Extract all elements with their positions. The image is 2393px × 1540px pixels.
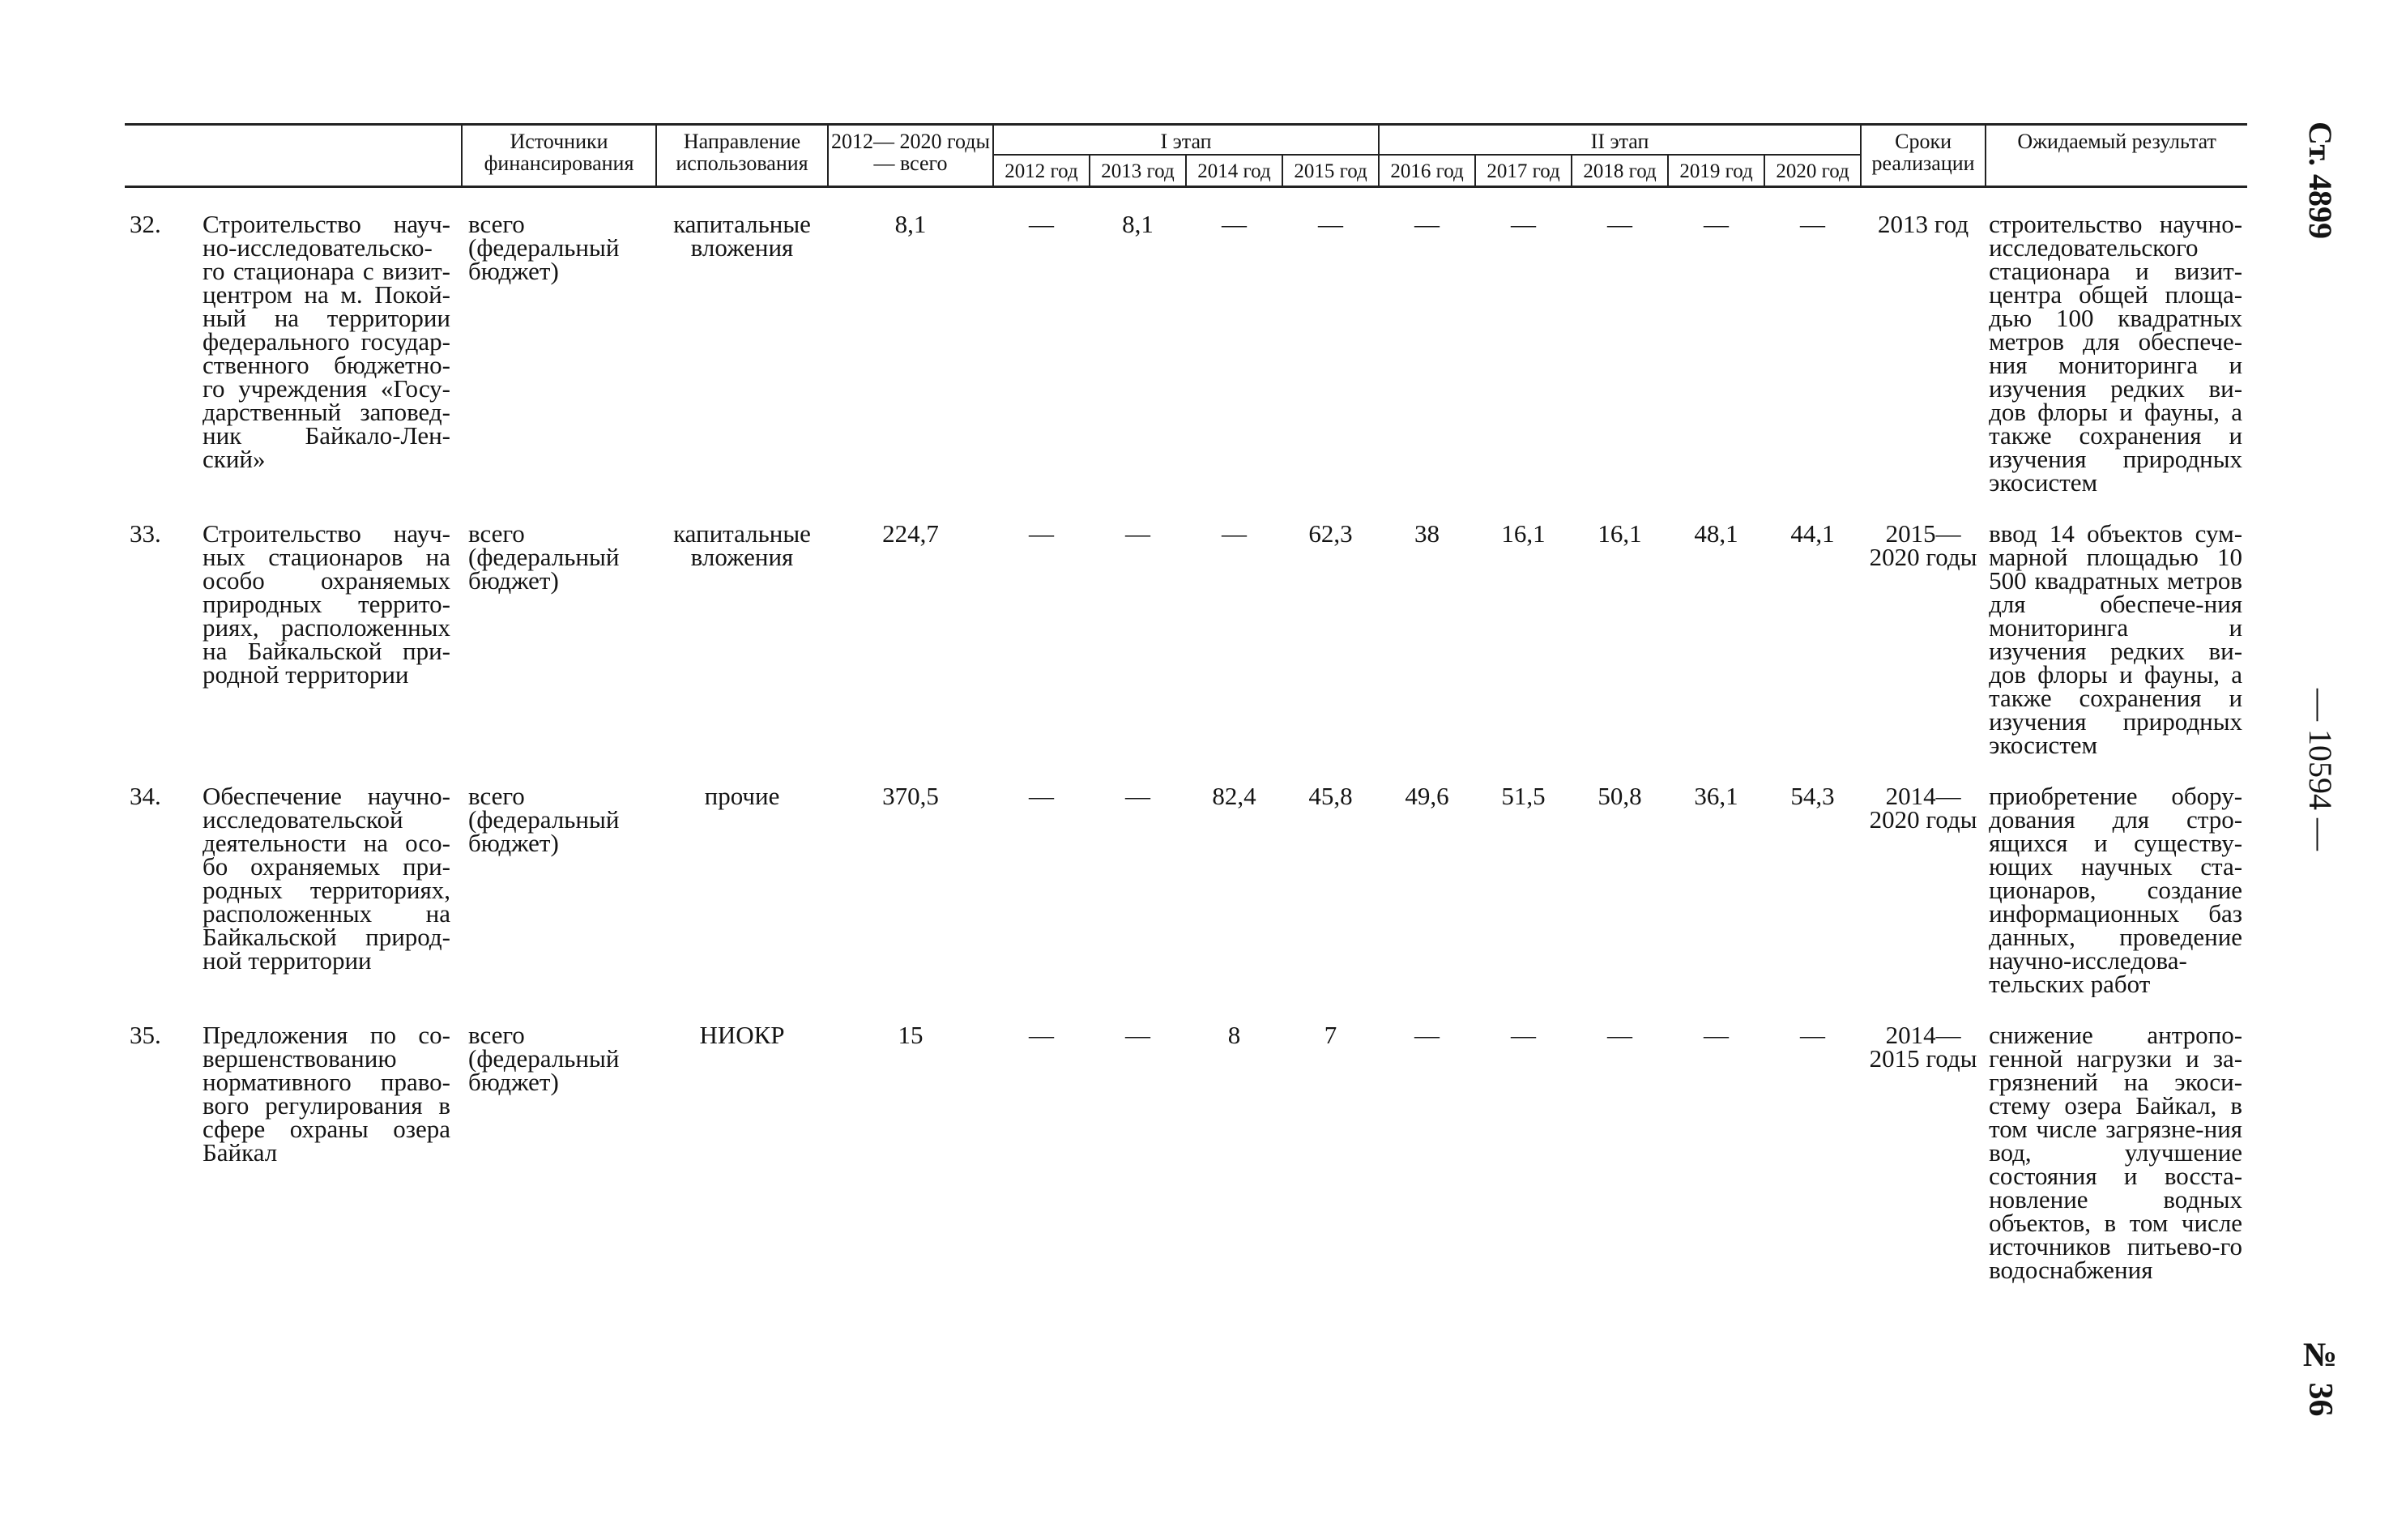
row-year-value: 49,6 (1405, 782, 1449, 810)
row-result: снижение антропо-генной нагрузки и за-грязнений на экоси-стему озера Байкал, в том числе загрязне-ния вод, улучшение состояния и восста-новление водных объектов, в том числе источников питьево-го водоснабжения (1989, 1021, 2243, 1283)
program-table (125, 123, 2247, 1283)
header-year: 2012 год (993, 155, 1090, 187)
row-source: всего (федеральный бюджет) (468, 210, 620, 285)
row-year-value: — (1800, 210, 1826, 238)
row-direction: капитальные вложения (673, 210, 811, 262)
row-terms: 2015— 2020 годы (1869, 519, 1977, 571)
row-year-value: 36,1 (1694, 782, 1738, 810)
header-stage-1: I этап (993, 125, 1379, 156)
row-year-value: — (1704, 1021, 1730, 1049)
header-year: 2019 год (1668, 155, 1764, 187)
row-total: 15 (898, 1021, 924, 1049)
row-year-value: — (1125, 782, 1150, 810)
row-year-value: 38 (1414, 519, 1440, 548)
row-number: 32. (130, 210, 161, 238)
row-year-value: — (1704, 210, 1730, 238)
row-terms: 2013 год (1878, 210, 1969, 238)
header-stage-2: II этап (1379, 125, 1861, 156)
margin-article-number (2296, 122, 2344, 247)
margin-article-text: Ст. 4899 (2302, 122, 2339, 239)
header-terms: Сроки реализации (1861, 125, 1986, 187)
table-row (125, 997, 2247, 1283)
margin-issue-number (2296, 1337, 2344, 1426)
row-number: 33. (130, 519, 161, 548)
row-result: приобретение обору-дования для стро-ящихся и существу-ющих научных ста-ционаров, создание информационных баз данных, проведение научно-исследова-тельских работ (1989, 782, 2243, 997)
row-result: ввод 14 объектов сум-марной площадью 10 500 квадратных метров для обеспече-ния мониторинга и изучения редких ви-дов флоры и фауны, а также сохранения и изучения природных экосистем (1989, 519, 2243, 758)
row-year-value: 7 (1324, 1021, 1337, 1049)
table-row (125, 187, 2247, 497)
row-year-value: — (1414, 210, 1440, 238)
row-measure-name: Предложения по со-вершенствованию нормативного право-вого регулирования в сфере охраны озера Байкал (203, 1021, 450, 1167)
row-year-value: — (1222, 519, 1247, 548)
row-year-value: 8,1 (1122, 210, 1154, 238)
header-year: 2013 год (1090, 155, 1186, 187)
header-sources: Источники финансирования (462, 125, 656, 187)
row-year-value: 44,1 (1790, 519, 1835, 548)
table-row (125, 758, 2247, 997)
row-number: 35. (130, 1021, 161, 1049)
row-year-value: — (1511, 1021, 1537, 1049)
row-total: 224,7 (882, 519, 939, 548)
row-measure-name: Строительство науч-ных стационаров на особо охраняемых природных террито-риях, расположенных на Байкальской при-родной территории (203, 519, 450, 689)
row-year-value: 62,3 (1308, 519, 1353, 548)
row-year-value: — (1800, 1021, 1826, 1049)
row-direction: НИОКР (699, 1021, 785, 1049)
row-result: строительство научно-исследовательского стационара и визит-центра общей площа-дью 100 квадратных метров для обеспече-ния мониторинга и изучения редких ви-дов флоры и фауны, а также сохранения и изучения природных экосистем (1989, 210, 2243, 496)
row-source: всего (федеральный бюджет) (468, 1021, 620, 1096)
row-source: всего (федеральный бюджет) (468, 782, 620, 857)
row-year-value: — (1125, 1021, 1150, 1049)
row-year-value: 48,1 (1694, 519, 1738, 548)
header-year: 2017 год (1475, 155, 1572, 187)
row-measure-name: Строительство науч-но-исследовательско-го стационара с визит-центром на м. Покой-ный на территории федерального государ-ственного бюджетно-го учреждения «Госу-дарственный заповед-ник Байкало-Лен-ский» (203, 210, 450, 473)
row-direction: капитальные вложения (673, 519, 811, 571)
row-source: всего (федеральный бюджет) (468, 519, 620, 595)
header-direction: Направление использования (656, 125, 828, 187)
row-year-value: 16,1 (1597, 519, 1642, 548)
row-year-value: — (1222, 210, 1247, 238)
header-year: 2018 год (1572, 155, 1668, 187)
row-year-value: — (1029, 782, 1054, 810)
header-year: 2020 год (1764, 155, 1861, 187)
row-terms: 2014— 2015 годы (1869, 1021, 1977, 1073)
header-year: 2015 год (1282, 155, 1379, 187)
row-terms: 2014— 2020 годы (1869, 782, 1977, 834)
row-year-value: — (1125, 519, 1150, 548)
margin-page-number (2296, 689, 2344, 859)
margin-page-text: — 10594 — (2302, 689, 2339, 851)
row-year-value: — (1029, 1021, 1054, 1049)
row-year-value: — (1414, 1021, 1440, 1049)
row-year-value: 16,1 (1501, 519, 1546, 548)
row-number: 34. (130, 782, 161, 810)
header-year: 2014 год (1186, 155, 1282, 187)
header-year: 2016 год (1379, 155, 1475, 187)
row-year-value: 82,4 (1212, 782, 1256, 810)
row-total: 370,5 (882, 782, 939, 810)
row-year-value: 8 (1227, 1021, 1241, 1049)
table-body (125, 187, 2247, 1284)
row-direction: прочие (704, 782, 780, 810)
row-year-value: — (1318, 210, 1344, 238)
row-year-value: — (1029, 210, 1054, 238)
header-blank (125, 125, 462, 187)
header-total: 2012— 2020 годы — всего (828, 125, 993, 187)
row-year-value: 45,8 (1308, 782, 1353, 810)
table-header (125, 125, 2247, 187)
row-total: 8,1 (894, 210, 927, 238)
row-measure-name: Обеспечение научно-исследовательской деятельности на осо-бо охраняемых при-родных территориях, расположенных на Байкальской природ-ной территории (203, 782, 450, 975)
row-year-value: — (1511, 210, 1537, 238)
row-year-value: 54,3 (1790, 782, 1835, 810)
row-year-value: 51,5 (1501, 782, 1546, 810)
row-year-value: — (1029, 519, 1054, 548)
header-result: Ожидаемый результат (1986, 125, 2247, 187)
row-year-value: — (1607, 1021, 1633, 1049)
row-year-value: 50,8 (1597, 782, 1642, 810)
table-row (125, 496, 2247, 758)
margin-issue-text: № 36 (2301, 1337, 2339, 1417)
row-year-value: — (1607, 210, 1633, 238)
